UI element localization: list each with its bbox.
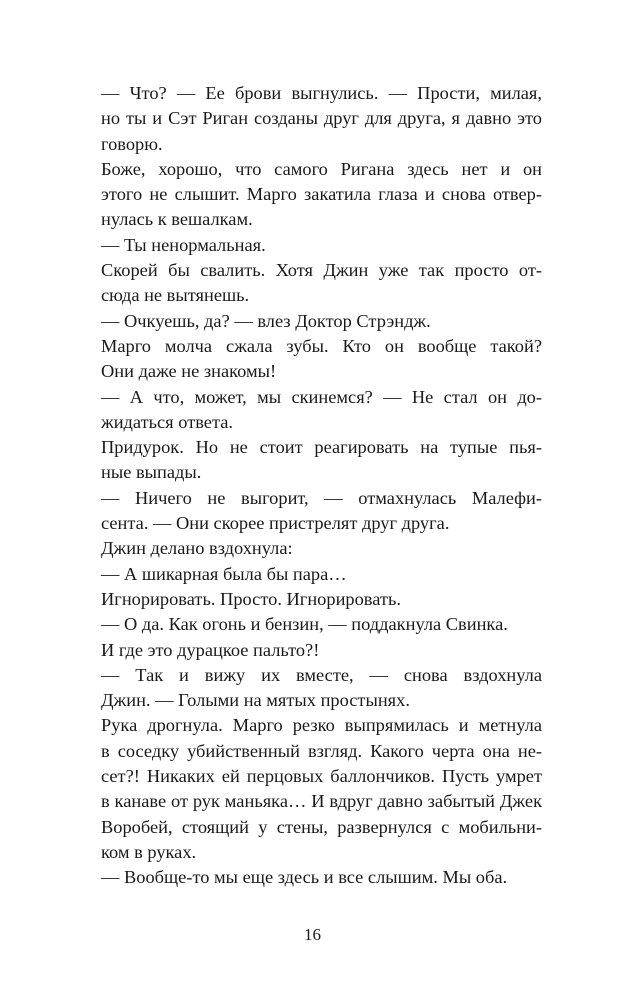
paragraph xyxy=(101,865,542,890)
text-line: этого не слышит. Марго закатила глаза и снова отвер- xyxy=(101,184,542,205)
text-line: — Так и вижу их вместе, — снова вздохнула xyxy=(101,664,542,685)
page-number: 16 xyxy=(304,925,321,944)
paragraph xyxy=(101,562,542,587)
paragraph xyxy=(101,663,542,714)
text-line: Воробей, стоящий у стены, развернулся с мобильни- xyxy=(101,816,542,837)
paragraph xyxy=(101,536,542,561)
paragraph xyxy=(101,713,542,865)
text-line: сет?! Никаких ей перцовых баллончиков. Пусть умрет xyxy=(101,766,542,787)
text-line: — Что? — Ее брови выгнулись. — Прости, милая, xyxy=(101,83,542,103)
text-line: Джин делано вздохнула: xyxy=(101,538,293,559)
text-line: — А что, может, мы скинемся? — Не стал он до- xyxy=(101,386,542,407)
text-line: ные выпады. xyxy=(101,462,202,483)
paragraph xyxy=(101,435,542,486)
text-line: но ты и Сэт Риган созданы друг для друга, я давно это xyxy=(101,108,542,129)
text-line: — Очкуешь, да? — влез Доктор Стрэндж. xyxy=(101,310,431,331)
paragraph xyxy=(101,81,542,157)
text-line: нулась к вешалкам. xyxy=(101,209,253,230)
text-line: — А шикарная была бы пара… xyxy=(101,563,347,584)
paragraph xyxy=(101,612,542,637)
text-line: в соседку убийственный взгляд. Какого черта она не- xyxy=(101,740,542,761)
text-line: Придурок. Но не стоит реагировать на тупые пья- xyxy=(101,437,542,458)
paragraph xyxy=(101,258,542,309)
text-line: — Ты ненормальная. xyxy=(101,234,266,255)
paragraph xyxy=(101,486,542,537)
text-line: — Вообще-то мы еще здесь и все слышим. Мы оба. xyxy=(101,867,508,888)
paragraph xyxy=(101,638,542,663)
text-line: сюда не вытянешь. xyxy=(101,285,250,306)
paragraph xyxy=(101,309,542,334)
text-line: сента. — Они скорее пристрелят друг друга. xyxy=(101,513,450,534)
text-line: — О да. Как огонь и бензин, — поддакнула Свинка. xyxy=(101,614,508,635)
text-line: в канаве от рук маньяка… И вдруг давно забытый Джек xyxy=(101,791,542,812)
text-line: Боже, хорошо, что самого Ригана здесь нет и он xyxy=(101,158,542,179)
text-line: Скорей бы свалить. Хотя Джин уже так просто от- xyxy=(101,260,542,281)
paragraph xyxy=(101,334,542,385)
text-line: Рука дрогнула. Марго резко выпрямилась и метнула xyxy=(101,715,542,736)
paragraph xyxy=(101,233,542,258)
text-line: И где это дурацкое пальто?! xyxy=(101,639,320,660)
paragraph xyxy=(101,157,542,233)
text-line: говорю. xyxy=(101,133,163,154)
text-line: Они даже не знакомы! xyxy=(101,361,277,382)
paragraph xyxy=(101,385,542,436)
text-line: Марго молча сжала зубы. Кто он вообще такой? xyxy=(101,335,542,356)
paragraph xyxy=(101,587,542,612)
text-line: ком в руках. xyxy=(101,841,197,862)
text-line: — Ничего не выгорит, — отмахнулась Малефи- xyxy=(101,487,542,508)
text-line: Игнорировать. Просто. Игнорировать. xyxy=(101,588,401,609)
text-line: Джин. — Голыми на мятых простынях. xyxy=(101,690,410,711)
text-line: жидаться ответа. xyxy=(101,411,233,432)
body-text xyxy=(101,81,542,891)
